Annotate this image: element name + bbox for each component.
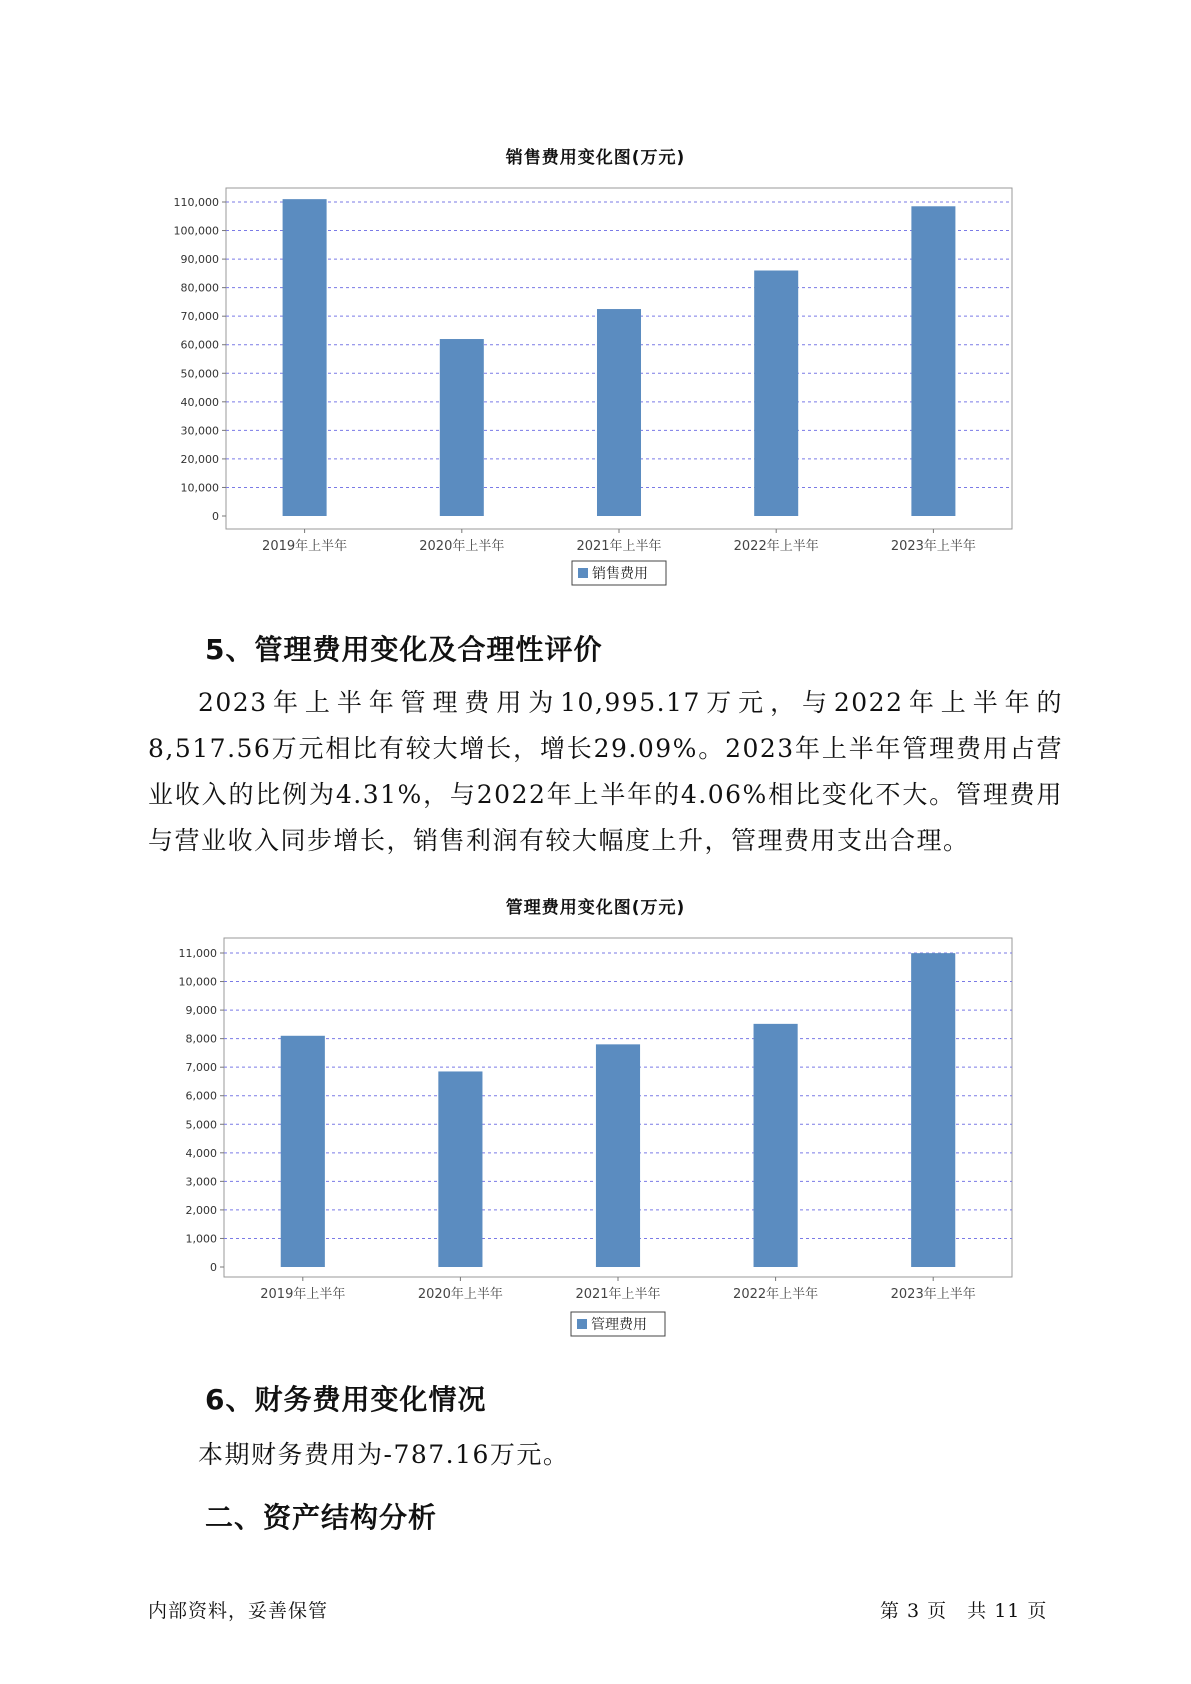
y-tick-label: 3,000 <box>185 1175 217 1189</box>
x-tick-label: 2021年上半年 <box>576 539 662 554</box>
x-tick-label: 2023年上半年 <box>890 1287 976 1302</box>
x-tick-label: 2021年上半年 <box>575 1287 661 1302</box>
y-tick-label: 40,000 <box>180 395 219 409</box>
y-tick-label: 50,000 <box>180 367 219 381</box>
x-tick-label: 2020年上半年 <box>417 1287 503 1302</box>
y-tick-label: 10,000 <box>180 481 219 495</box>
y-tick-label: 9,000 <box>185 1004 217 1018</box>
y-tick-label: 20,000 <box>180 452 219 466</box>
y-tick-label: 2,000 <box>185 1203 217 1217</box>
y-tick-label: 100,000 <box>173 224 219 238</box>
section6-paragraph <box>148 1432 1063 1478</box>
legend-label: 销售费用 <box>592 566 648 582</box>
y-tick-label: 80,000 <box>180 281 219 295</box>
y-tick-label: 4,000 <box>185 1146 217 1160</box>
footer-left: 内部资料，妥善保管 <box>148 1600 329 1622</box>
y-tick-label: 0 <box>210 1261 217 1274</box>
x-tick-label: 2019年上半年 <box>260 1287 346 1302</box>
legend-label: 管理费用 <box>591 1317 647 1333</box>
section5-paragraph-text: 2023年上半年管理费用为10,995.17万元，与2022年上半年的8,517.56万元相比有较大增长，增长29.09%。2023年上半年管理费用占营业收入的比例为4.31%，与2022年上半年的4.06%相比变化不大。管理费用与营业收入同步增长，销售利润有较大幅度上升，管理费用支出合理。 <box>148 688 1063 855</box>
y-tick-label: 8,000 <box>185 1032 217 1046</box>
section-two-heading: 二、资产结构分析 <box>205 1501 438 1534</box>
footer-page-number: 第 3 页 共 11 页 <box>880 1600 1048 1622</box>
y-tick-label: 5,000 <box>185 1118 217 1132</box>
y-tick-label: 7,000 <box>185 1061 217 1075</box>
y-tick-label: 1,000 <box>185 1232 217 1246</box>
y-tick-label: 0 <box>212 510 219 523</box>
y-tick-label: 10,000 <box>178 975 217 989</box>
x-tick-label: 2023年上半年 <box>890 539 976 554</box>
y-tick-label: 60,000 <box>180 338 219 352</box>
x-tick-label: 2020年上半年 <box>419 539 505 554</box>
bar <box>281 1036 325 1267</box>
sales-chart-title: 销售费用变化图(万元) <box>505 148 686 168</box>
x-tick-label: 2022年上半年 <box>733 1287 819 1302</box>
bar <box>754 1024 798 1267</box>
section6-heading: 6、财务费用变化情况 <box>205 1383 487 1416</box>
bar <box>596 1044 640 1267</box>
y-tick-label: 30,000 <box>180 424 219 438</box>
y-tick-label: 90,000 <box>180 253 219 267</box>
y-tick-label: 110,000 <box>173 196 219 209</box>
x-tick-label: 2022年上半年 <box>733 539 819 554</box>
admin-chart-title: 管理费用变化图(万元) <box>505 898 686 918</box>
legend-swatch <box>577 1319 587 1329</box>
section5-heading: 5、管理费用变化及合理性评价 <box>205 633 603 666</box>
bar <box>911 953 955 1267</box>
y-tick-label: 6,000 <box>185 1089 217 1103</box>
section6-paragraph-text: 本期财务费用为-787.16万元。 <box>198 1440 570 1469</box>
bar <box>438 1071 482 1267</box>
x-tick-label: 2019年上半年 <box>262 539 348 554</box>
y-tick-label: 70,000 <box>180 310 219 324</box>
y-tick-label: 11,000 <box>178 947 217 960</box>
